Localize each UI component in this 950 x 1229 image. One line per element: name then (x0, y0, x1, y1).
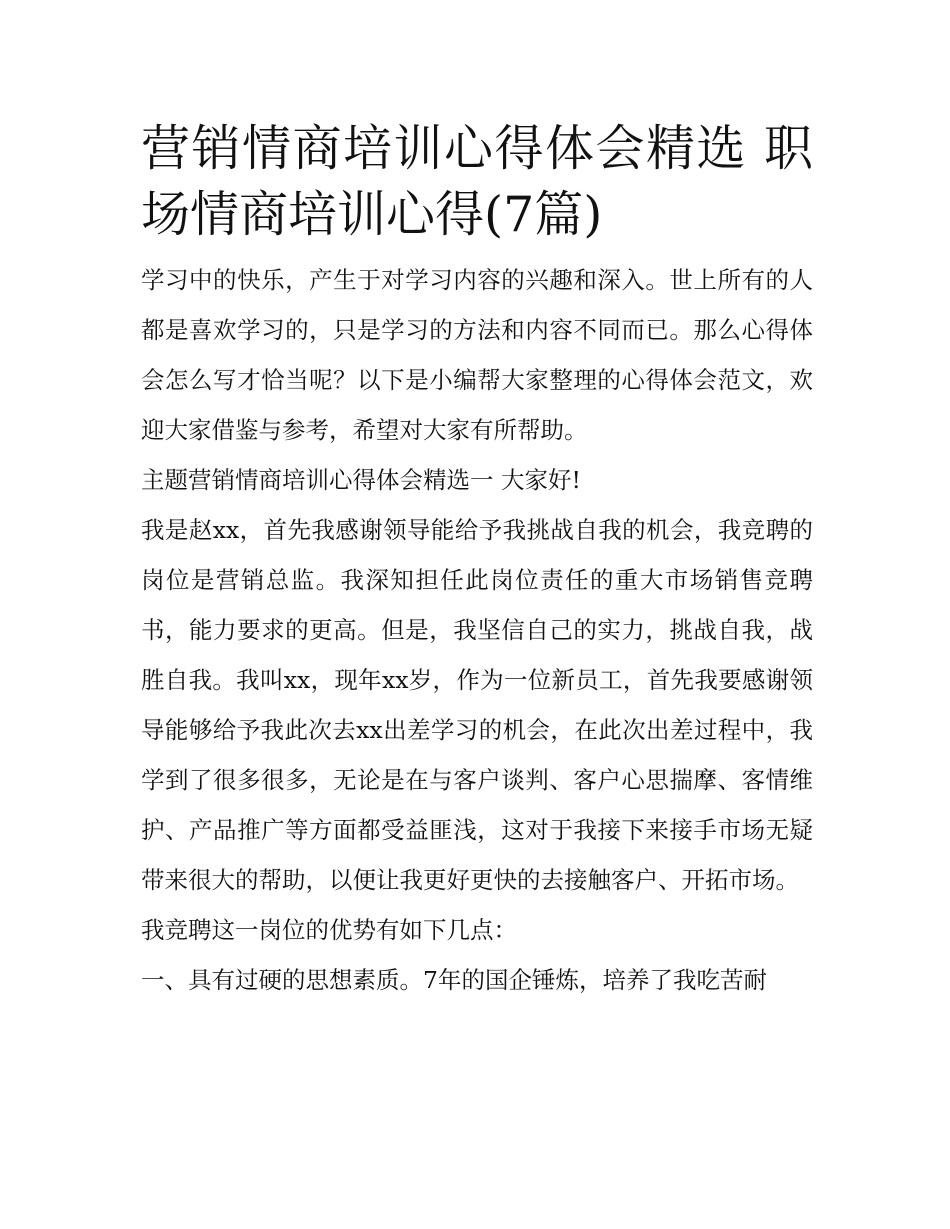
document-title: 营销情商培训心得体会精选 职场情商培训心得(7篇) (141, 120, 813, 243)
paragraph-self-introduction: 我是赵xx，首先我感谢领导能给予我挑战自我的机会，我竞聘的岗位是营销总监。我深知担任此岗位责任的重大市场销售竞聘书，能力要求的更高。但是，我坚信自己的实力，挑战自我，战胜自我。我叫xx，现年xx岁，作为一位新员工，首先我要感谢领导能够给予我此次去xx出差学习的机会，在此次出差过程中，我学到了很多很多，无论是在与客户谈判、客户心思揣摩、客情维护、产品推广等方面都受益匪浅，这对于我接下来接手市场无疑带来很大的帮助，以便让我更好更快的去接触客户、开拓市场。 (141, 516, 813, 894)
document-page (141, 116, 813, 1005)
document-body (141, 255, 813, 1005)
paragraph-section-heading: 主题营销情商培训心得体会精选一 大家好! (141, 466, 581, 494)
paragraph-intro: 学习中的快乐，产生于对学习内容的兴趣和深入。世上所有的人都是喜欢学习的，只是学习的方法和内容不同而已。那么心得体会怎么写才恰当呢？以下是小编帮大家整理的心得体会范文，欢迎大家借鉴与参考，希望对大家有所帮助。 (141, 266, 813, 444)
paragraph-advantages-intro: 我竞聘这一岗位的优势有如下几点： (141, 916, 517, 944)
paragraph-advantage-one: 一、具有过硬的思想素质。7年的国企锤炼，培养了我吃苦耐 (141, 966, 767, 994)
